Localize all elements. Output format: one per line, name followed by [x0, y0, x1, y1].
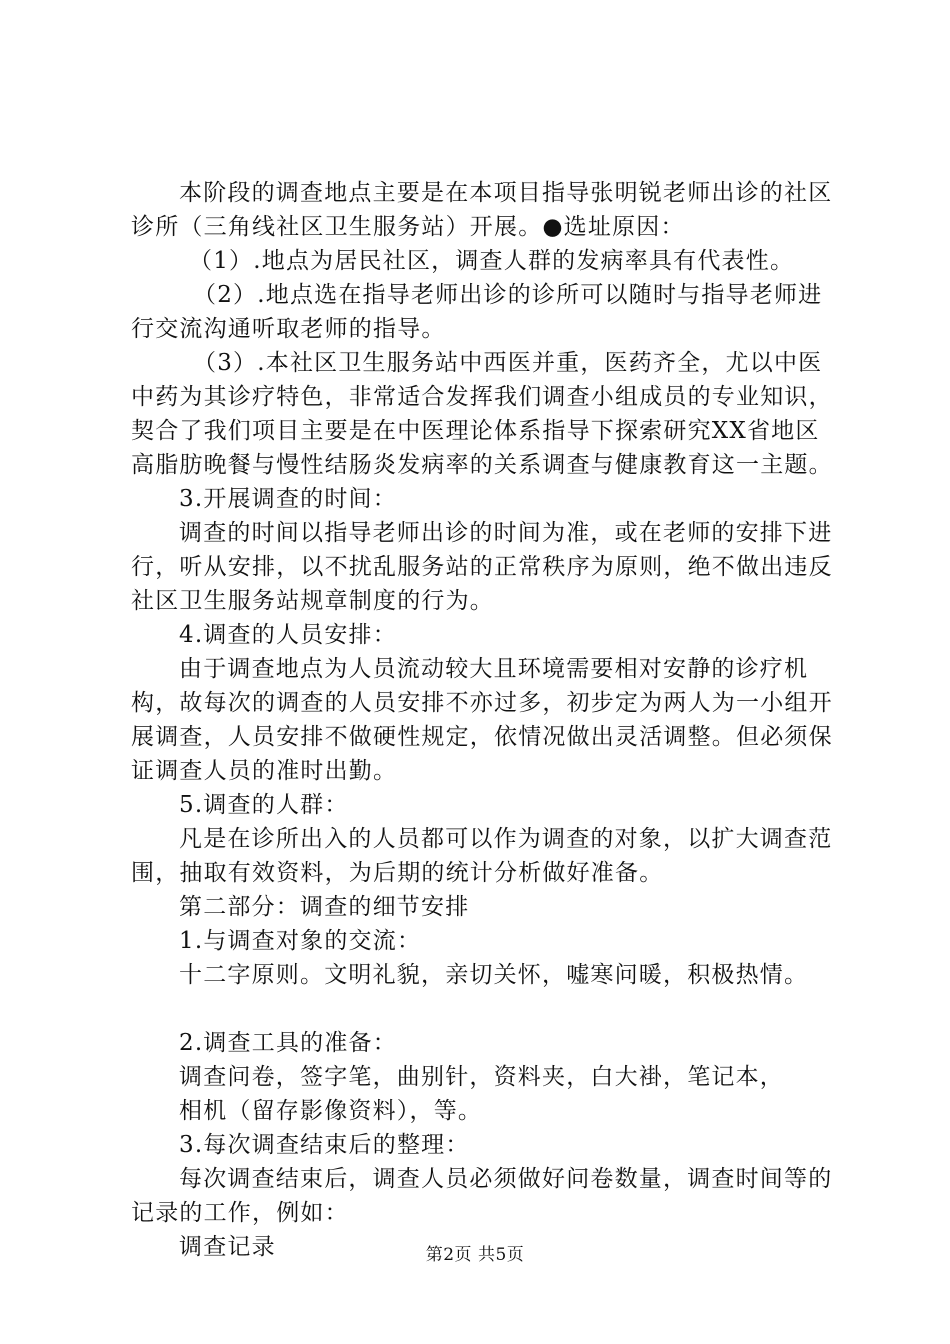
paragraph-post-survey: 每次调查结束后，调查人员必须做好问卷数量，调查时间等的记录的工作，例如： — [131, 1166, 833, 1226]
heading-part-two: 第二部分：调查的细节安排 — [179, 894, 470, 920]
heading-survey-population: 5.调查的人群： — [179, 792, 349, 818]
paragraph-communication: 十二字原则。文明礼貌，亲切关怀，嘘寒问暖，积极热情。 — [179, 962, 809, 988]
paragraph-survey-time: 调查的时间以指导老师出诊的时间为准，或在老师的安排下进行，听从安排，以不扰乱服务站的正常秩序为原则，绝不做出违反社区卫生服务站规章制度的行为。 — [131, 520, 833, 614]
label-survey-record: 调查记录 — [179, 1234, 276, 1260]
heading-tools: 2.调查工具的准备： — [179, 1030, 397, 1056]
paragraph-site-intro: 本阶段的调查地点主要是在本项目指导张明锐老师出诊的社区诊所（三角线社区卫生服务站）开展。●选址原因： — [131, 180, 833, 240]
paragraph-survey-population: 凡是在诊所出入的人员都可以作为调查的对象，以扩大调查范围，抽取有效资料，为后期的统计分析做好准备。 — [131, 826, 833, 886]
heading-communication: 1.与调查对象的交流： — [179, 928, 422, 954]
page-footer: 第2页 共5页 — [425, 1245, 525, 1265]
heading-staff-arrangement: 4.调查的人员安排： — [179, 622, 397, 648]
paragraph-staff-arrangement: 由于调查地点为人员流动较大且环境需要相对安静的诊疗机构，故每次的调查的人员安排不亦过多，初步定为两人为一小组开展调查，人员安排不做硬性规定，依情况做出灵活调整。但必须保证调查人员的准时出勤。 — [131, 656, 833, 784]
document-body — [131, 176, 843, 1264]
heading-post-survey: 3.每次调查结束后的整理： — [179, 1132, 470, 1158]
blank-line — [131, 992, 843, 1026]
heading-survey-time: 3.开展调查的时间： — [179, 486, 397, 512]
paragraph-reason-2: （2）.地点选在指导老师出诊的诊所可以随时与指导老师进行交流沟通听取老师的指导。 — [131, 282, 823, 342]
paragraph-tools-line-1: 调查问卷，签字笔，曲别针，资料夹，白大褂，笔记本， — [179, 1064, 784, 1090]
paragraph-reason-1: （1）.地点为居民社区，调查人群的发病率具有代表性。 — [189, 248, 795, 274]
paragraph-tools-line-2: 相机（留存影像资料），等。 — [179, 1098, 483, 1124]
paragraph-reason-3: （3）.本社区卫生服务站中西医并重，医药齐全，尤以中医中药为其诊疗特色，非常适合发挥我们调查小组成员的专业知识，契合了我们项目主要是在中医理论体系指导下探索研究XX省地区高脂肪晚餐与慢性结肠炎发病率的关系调查与健康教育这一主题。 — [131, 350, 833, 478]
